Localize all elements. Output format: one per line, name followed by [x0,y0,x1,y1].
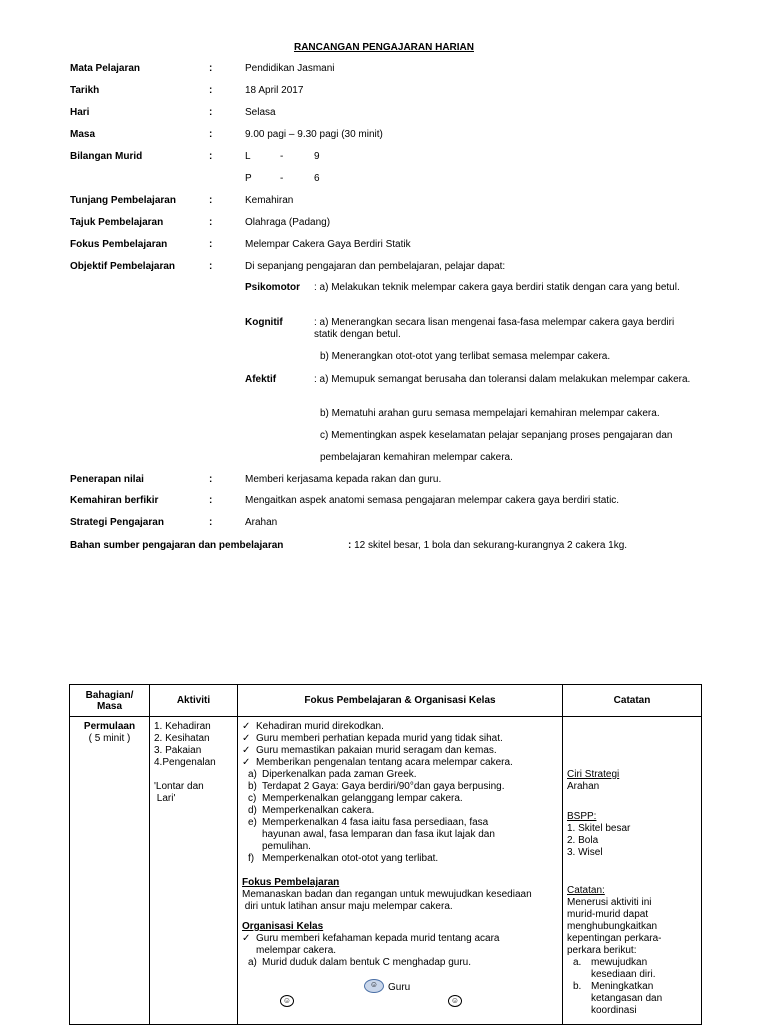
guru-label: Guru [388,982,411,993]
sub-marker: a) [248,769,257,780]
bspp-item: 3. Wisel [567,847,603,858]
label-masa: Masa [70,129,96,140]
label-penerapan-nilai: Penerapan nilai [70,474,144,485]
catatan-line: Menerusi aktiviti ini [567,897,652,908]
murid-l-dash: - [280,151,284,162]
fokus-check: Guru memastikan pakaian murid seragam dan kemas. [256,745,497,756]
colon: : [209,107,213,118]
aktiviti-item: 4.Pengenalan [154,757,216,768]
catatan-heading: Catatan: [567,885,605,896]
guru-icon: ☺ [364,979,384,993]
label-hari: Hari [70,107,90,118]
value-objektif-pembelajaran: Di sepanjang pengajaran dan pembelajaran, pelajar dapat: [245,261,506,272]
murid-p-dash: - [280,173,284,184]
label-kemahiran-berfikir: Kemahiran berfikir [70,495,159,506]
fokus-subitem: Memperkenalkan cakera. [262,805,375,816]
label-strategi-pengajaran: Strategi Pengajaran [70,517,164,528]
murid-smile-icon: ☺ [448,995,462,1007]
organisasi-check-cont: melempar cakera. [256,945,337,956]
label-tarikh: Tarikh [70,85,100,96]
page-title: RANCANGAN PENGAJARAN HARIAN [293,42,474,53]
catatan-list-item: Meningkatkan [591,981,654,992]
value-penerapan-nilai: Memberi kerjasama kepada rakan dan guru. [245,474,442,485]
aktiviti-item: 3. Pakaian [154,745,202,756]
colon: : [209,239,213,250]
objective-afektif-text-c: c) Mementingkan aspek keselamatan pelajar sepanjang proses pengajaran dan [320,430,673,441]
aktiviti-item [154,769,233,781]
label-bilangan-murid: Bilangan Murid [70,151,143,162]
catatan-list-marker: b. [573,981,582,992]
fokus-subitem: Memperkenalkan otot-otot yang terlibat. [262,853,439,864]
catatan-line: murid-murid dapat [567,909,649,920]
sub-marker: d) [248,805,257,816]
check-icon: ✓ [242,757,251,768]
value-tarikh: 18 April 2017 [245,85,304,96]
label-fokus-pembelajaran: Fokus Pembelajaran [70,239,168,250]
fokus-check: Memberikan pengenalan tentang acara melempar cakera. [256,757,513,768]
catatan-list-item: koordinasi [591,1005,637,1016]
bspp-item: 2. Bola [567,835,599,846]
fokus-check: Kehadiran murid direkodkan. [256,721,384,732]
check-icon: ✓ [242,745,251,756]
colon: : [209,63,213,74]
objective-afektif-label: Afektif [245,374,277,385]
colon: : [209,217,213,228]
aktiviti-item: 1. Kehadiran [154,721,211,732]
colon: : [209,261,213,272]
colon: : [209,129,213,140]
bahagian-masa: ( 5 minit ) [88,733,131,744]
cell-aktiviti [150,717,238,1025]
bspp-heading: BSPP: [567,811,597,822]
objective-afektif-text-b: b) Mematuhi arahan guru semasa mempelajari kemahiran melempar cakera. [320,408,660,419]
objective-kognitif-text-a: : a) Menerangkan secara lisan mengenai fasa-fasa melempar cakera gaya berdiri statik dengan betul. [314,317,675,340]
cell-fokus [238,717,563,1025]
catatan-list-item: kesediaan diri. [591,969,656,980]
label-tunjang-pembelajaran: Tunjang Pembelajaran [70,195,176,206]
header-catatan: Catatan [563,685,702,717]
label-objektif-pembelajaran: Objektif Pembelajaran [70,261,176,272]
lesson-table [69,684,702,1025]
check-icon: ✓ [242,933,251,944]
value-mata-pelajaran: Pendidikan Jasmani [245,63,335,74]
organisasi-heading: Organisasi Kelas [242,921,324,932]
objective-psikomotor-label: Psikomotor [245,282,301,293]
catatan-list-item: ketangasan dan [591,993,663,1004]
fokus-subitem: Memperkenalkan gelanggang lempar cakera. [262,793,463,804]
colon: : [209,474,213,485]
value-tajuk-pembelajaran: Olahraga (Padang) [245,217,331,228]
murid-p-count: 6 [314,173,320,184]
aktiviti-item: Lari' [154,793,176,804]
value-kemahiran-berfikir: Mengaitkan aspek anatomi semasa pengajaran melempar cakera gaya berdiri static. [245,495,620,506]
organisasi-subitem: Murid duduk dalam bentuk C menghadap guru. [262,957,472,968]
fokus-heading: Fokus Pembelajaran [242,877,340,888]
label-bahan-sumber: Bahan sumber pengajaran dan pembelajaran [70,540,284,551]
sub-marker: b) [248,781,257,792]
fokus-subitem: Memperkenalkan 4 fasa iaitu fasa persediaan, fasa [262,817,489,828]
aktiviti-item: 2. Kesihatan [154,733,210,744]
check-icon: ✓ [242,733,251,744]
objective-kognitif-text-b: b) Menerangkan otot-otot yang terlibat semasa melempar cakera. [320,351,611,362]
colon: : [209,195,213,206]
colon: : [209,495,213,506]
bspp-item: 1. Skitel besar [567,823,631,834]
objective-afektif-text-c-cont: pembelajaran kemahiran melempar cakera. [320,452,513,463]
label-mata-pelajaran: Mata Pelajaran [70,63,141,74]
fokus-line: diri untuk latihan ansur maju melempar cakera. [242,901,453,912]
colon: : [209,151,213,162]
fokus-subitem: Diperkenalkan pada zaman Greek. [262,769,417,780]
header-bahagian: Bahagian/ Masa [70,685,150,717]
fokus-subitem: hayunan awal, fasa lemparan dan fasa ikut lajak dan [262,829,495,840]
cell-bahagian [70,717,150,1025]
fokus-subitem: Terdapat 2 Gaya: Gaya berdiri/90°dan gaya berpusing. [262,781,505,792]
fokus-check: Guru memberi perhatian kepada murid yang tidak sihat. [256,733,503,744]
murid-smile-icon: ☺ [280,995,294,1007]
bahan-text: 12 skitel besar, 1 bola dan sekurang-kurangnya 2 cakera 1kg. [351,540,628,551]
table-row [70,717,702,1025]
cell-catatan [563,717,702,1025]
strategi-value: Arahan [567,781,600,792]
aktiviti-item: 'Lontar dan [154,781,204,792]
catatan-list-marker: a. [573,957,582,968]
table-header-row [70,685,702,717]
sub-marker: c) [248,793,257,804]
header-fokus: Fokus Pembelajaran & Organisasi Kelas [238,685,563,717]
catatan-line: kepentingan perkara- [567,933,662,944]
objective-psikomotor-text: : a) Melakukan teknik melempar cakera gaya berdiri statik dengan cara yang betul. [314,282,680,293]
label-tajuk-pembelajaran: Tajuk Pembelajaran [70,217,164,228]
sub-marker: f) [248,853,255,864]
colon: : [209,85,213,96]
colon: : [209,517,213,528]
fokus-subitem: pemulihan. [262,841,311,852]
objective-afektif-text-a: : a) Memupuk semangat berusaha dan toleransi dalam melakukan melempar cakera. [314,374,691,385]
check-icon: ✓ [242,721,251,732]
value-tunjang-pembelajaran: Kemahiran [245,195,294,206]
catatan-line: perkara berikut: [567,945,637,956]
value-masa: 9.00 pagi – 9.30 pagi (30 minit) [245,129,383,140]
value-hari: Selasa [245,107,276,118]
catatan-list-item: mewujudkan [591,957,648,968]
sub-marker: e) [248,817,257,828]
diagram [242,969,558,1005]
fokus-line: Memanaskan badan dan regangan untuk mewujudkan kesediaan [242,889,532,900]
murid-l-count: 9 [314,151,320,162]
murid-p-label: P [245,173,252,184]
bahan-colon: : [348,540,352,551]
strategi-heading: Ciri Strategi [567,769,620,780]
murid-l-label: L [245,151,251,162]
objective-kognitif-label: Kognitif [245,317,283,328]
value-fokus-pembelajaran: Melempar Cakera Gaya Berdiri Statik [245,239,411,250]
sub-marker: a) [248,957,257,968]
value-bahan-sumber [348,540,627,552]
value-strategi-pengajaran: Arahan [245,517,278,528]
organisasi-check: Guru memberi kefahaman kepada murid tentang acara [256,933,500,944]
bahagian-name: Permulaan [83,721,136,732]
header-aktiviti: Aktiviti [150,685,238,717]
catatan-line: menghubungkaitkan [567,921,658,932]
